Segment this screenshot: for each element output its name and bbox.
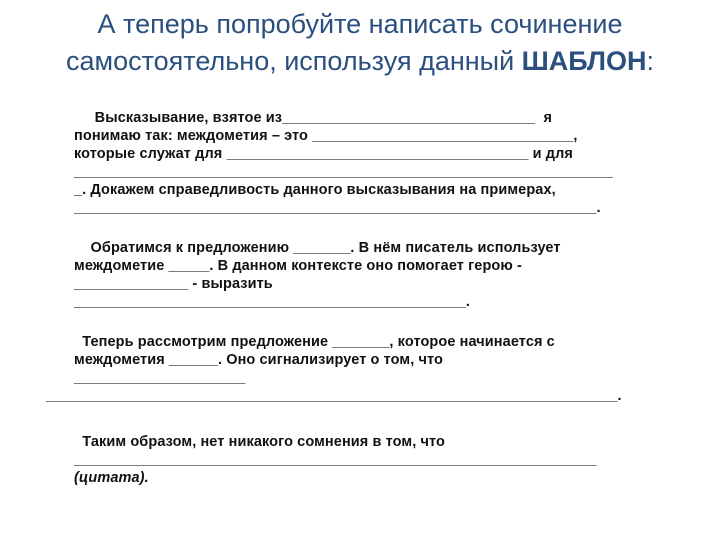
- template-line: ________________________________________________.: [74, 294, 471, 310]
- template-line: Теперь рассмотрим предложение _______, которое начинается с: [74, 334, 555, 350]
- template-line: __________________________________________________________________: [74, 164, 613, 180]
- template-line: ________________________________________________________________: [74, 452, 597, 468]
- template-line: _. Докажем справедливость данного высказывания на примерах,: [74, 182, 556, 198]
- template-line: понимаю так: междометия – это ________________________________,: [74, 128, 578, 144]
- template-line: Высказывание, взятое из_______________________________ я: [74, 110, 553, 126]
- template-line: Обратимся к предложению _______. В нём писатель использует: [74, 240, 561, 256]
- template-line: междометие _____. В данном контексте оно помогает герою -: [74, 258, 522, 274]
- slide-title: [0, 6, 720, 80]
- title-line-2-text: самостоятельно, используя данный: [66, 46, 522, 76]
- template-line: которые служат для _____________________________________ и для: [74, 146, 573, 162]
- template-line: ________________________________________________________________.: [74, 200, 601, 216]
- template-line: ______________________________________________________________________.: [46, 388, 622, 404]
- template-line: ______________ - выразить: [74, 276, 273, 292]
- title-colon: :: [646, 46, 654, 76]
- template-line: междометия ______. Оно сигнализирует о том, что: [74, 352, 443, 368]
- title-keyword: ШАБЛОН: [521, 46, 647, 76]
- title-line-1: А теперь попробуйте написать сочинение: [97, 9, 623, 39]
- title-line-2: [0, 43, 720, 80]
- template-line: _____________________: [74, 370, 246, 386]
- closing-quote: (цитата).: [74, 470, 149, 486]
- template-line: Таким образом, нет никакого сомнения в том, что: [74, 434, 445, 450]
